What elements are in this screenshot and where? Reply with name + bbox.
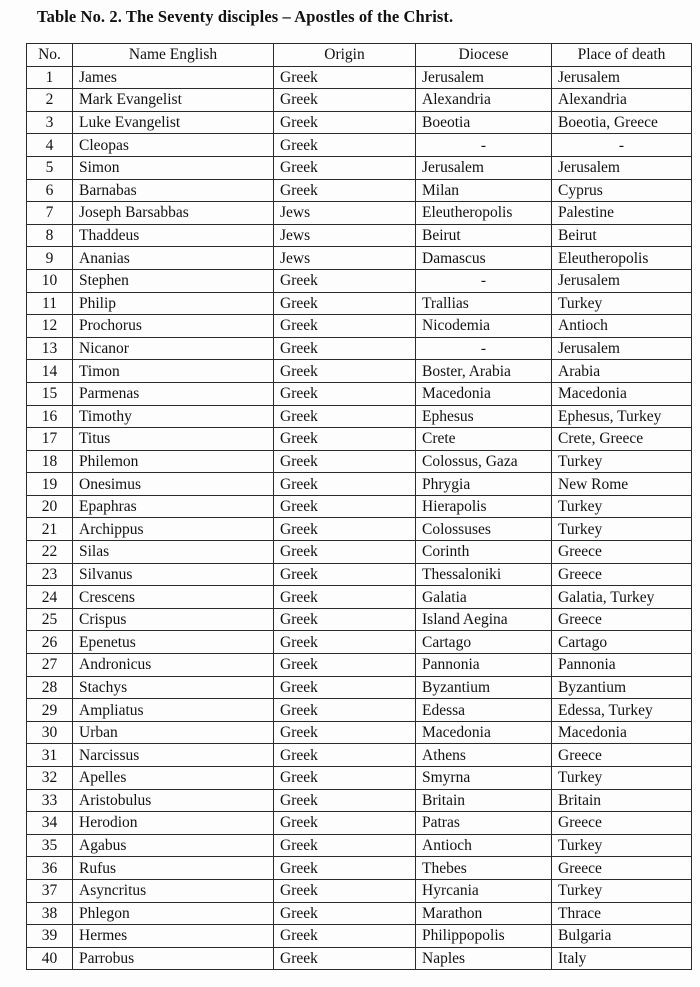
cell-origin: Greek: [274, 269, 416, 292]
table-row: [27, 631, 692, 654]
cell-origin: Greek: [274, 541, 416, 564]
cell-place-of-death: Crete, Greece: [552, 428, 692, 451]
cell-diocese: Hyrcania: [416, 879, 552, 902]
cell-name-english: Narcissus: [73, 744, 274, 767]
cell-origin: Greek: [274, 767, 416, 790]
table-header: [27, 44, 692, 67]
cell-no: 27: [27, 654, 73, 677]
cell-diocese: Cartago: [416, 631, 552, 654]
cell-origin: Greek: [274, 292, 416, 315]
cell-place-of-death: Turkey: [552, 450, 692, 473]
disciples-table: [26, 43, 692, 970]
cell-place-of-death: Byzantium: [552, 676, 692, 699]
cell-place-of-death: Pannonia: [552, 654, 692, 677]
cell-name-english: Stephen: [73, 269, 274, 292]
table-row: [27, 428, 692, 451]
table-row: [27, 563, 692, 586]
cell-name-english: Titus: [73, 428, 274, 451]
cell-place-of-death: Greece: [552, 541, 692, 564]
cell-origin: Greek: [274, 744, 416, 767]
cell-name-english: Urban: [73, 721, 274, 744]
cell-place-of-death: Alexandria: [552, 89, 692, 112]
cell-name-english: Simon: [73, 156, 274, 179]
cell-origin: Greek: [274, 382, 416, 405]
cell-place-of-death: Edessa, Turkey: [552, 699, 692, 722]
cell-no: 11: [27, 292, 73, 315]
cell-origin: Greek: [274, 631, 416, 654]
table-row: [27, 699, 692, 722]
cell-no: 4: [27, 134, 73, 157]
table-row: [27, 134, 692, 157]
cell-place-of-death: Antioch: [552, 315, 692, 338]
cell-name-english: James: [73, 66, 274, 89]
cell-origin: Greek: [274, 902, 416, 925]
cell-origin: Greek: [274, 134, 416, 157]
cell-place-of-death: Britain: [552, 789, 692, 812]
cell-diocese: Boeotia: [416, 111, 552, 134]
cell-name-english: Asyncritus: [73, 879, 274, 902]
cell-origin: Greek: [274, 156, 416, 179]
table-title: Table No. 2. The Seventy disciples – Apostles of the Christ.: [37, 7, 454, 26]
table-row: [27, 721, 692, 744]
table-row: [27, 224, 692, 247]
cell-origin: Greek: [274, 654, 416, 677]
cell-place-of-death: Italy: [552, 947, 692, 970]
cell-diocese: Nicodemia: [416, 315, 552, 338]
cell-diocese: Macedonia: [416, 382, 552, 405]
cell-no: 9: [27, 247, 73, 270]
cell-name-english: Agabus: [73, 834, 274, 857]
cell-name-english: Hermes: [73, 925, 274, 948]
cell-place-of-death: New Rome: [552, 473, 692, 496]
cell-origin: Greek: [274, 495, 416, 518]
cell-origin: Greek: [274, 586, 416, 609]
cell-origin: Greek: [274, 89, 416, 112]
table-row: [27, 337, 692, 360]
cell-name-english: Ampliatus: [73, 699, 274, 722]
cell-no: 15: [27, 382, 73, 405]
cell-origin: Greek: [274, 428, 416, 451]
table-row: [27, 518, 692, 541]
cell-origin: Greek: [274, 563, 416, 586]
cell-diocese: Pannonia: [416, 654, 552, 677]
cell-origin: Greek: [274, 834, 416, 857]
cell-no: 26: [27, 631, 73, 654]
cell-place-of-death: Turkey: [552, 518, 692, 541]
cell-no: 25: [27, 608, 73, 631]
cell-diocese: Hierapolis: [416, 495, 552, 518]
cell-name-english: Silas: [73, 541, 274, 564]
cell-origin: Greek: [274, 608, 416, 631]
cell-place-of-death: Jerusalem: [552, 269, 692, 292]
cell-no: 34: [27, 812, 73, 835]
cell-diocese: -: [416, 269, 552, 292]
cell-name-english: Andronicus: [73, 654, 274, 677]
header-origin: Origin: [274, 44, 416, 67]
cell-place-of-death: Cartago: [552, 631, 692, 654]
cell-place-of-death: Greece: [552, 744, 692, 767]
cell-no: 32: [27, 767, 73, 790]
cell-name-english: Timothy: [73, 405, 274, 428]
cell-diocese: Phrygia: [416, 473, 552, 496]
table-row: [27, 586, 692, 609]
cell-name-english: Aristobulus: [73, 789, 274, 812]
cell-name-english: Phlegon: [73, 902, 274, 925]
cell-place-of-death: Greece: [552, 812, 692, 835]
cell-origin: Greek: [274, 947, 416, 970]
cell-no: 12: [27, 315, 73, 338]
cell-origin: Greek: [274, 721, 416, 744]
table-row: [27, 902, 692, 925]
cell-origin: Greek: [274, 66, 416, 89]
cell-name-english: Crispus: [73, 608, 274, 631]
cell-place-of-death: -: [552, 134, 692, 157]
cell-origin: Jews: [274, 202, 416, 225]
cell-place-of-death: Greece: [552, 857, 692, 880]
cell-place-of-death: Jerusalem: [552, 66, 692, 89]
cell-origin: Greek: [274, 925, 416, 948]
table-row: [27, 495, 692, 518]
cell-no: 14: [27, 360, 73, 383]
cell-diocese: Patras: [416, 812, 552, 835]
cell-origin: Greek: [274, 337, 416, 360]
cell-origin: Greek: [274, 179, 416, 202]
cell-diocese: Colossus, Gaza: [416, 450, 552, 473]
cell-origin: Greek: [274, 473, 416, 496]
cell-place-of-death: Ephesus, Turkey: [552, 405, 692, 428]
cell-diocese: Beirut: [416, 224, 552, 247]
cell-name-english: Joseph Barsabbas: [73, 202, 274, 225]
table-row: [27, 834, 692, 857]
cell-place-of-death: Turkey: [552, 495, 692, 518]
cell-diocese: Britain: [416, 789, 552, 812]
table-row: [27, 925, 692, 948]
cell-place-of-death: Turkey: [552, 292, 692, 315]
cell-name-english: Archippus: [73, 518, 274, 541]
cell-origin: Greek: [274, 879, 416, 902]
cell-origin: Greek: [274, 699, 416, 722]
table-row: [27, 541, 692, 564]
cell-origin: Greek: [274, 518, 416, 541]
cell-diocese: Jerusalem: [416, 66, 552, 89]
table-row: [27, 676, 692, 699]
table-row: [27, 789, 692, 812]
cell-no: 37: [27, 879, 73, 902]
cell-place-of-death: Turkey: [552, 767, 692, 790]
cell-diocese: Antioch: [416, 834, 552, 857]
cell-diocese: Trallias: [416, 292, 552, 315]
cell-origin: Jews: [274, 247, 416, 270]
cell-place-of-death: Jerusalem: [552, 156, 692, 179]
cell-diocese: Milan: [416, 179, 552, 202]
table-row: [27, 382, 692, 405]
cell-no: 35: [27, 834, 73, 857]
cell-no: 3: [27, 111, 73, 134]
cell-diocese: Jerusalem: [416, 156, 552, 179]
table-row: [27, 767, 692, 790]
cell-no: 40: [27, 947, 73, 970]
cell-diocese: Alexandria: [416, 89, 552, 112]
table-row: [27, 744, 692, 767]
cell-diocese: -: [416, 134, 552, 157]
table-row: [27, 315, 692, 338]
cell-diocese: Boster, Arabia: [416, 360, 552, 383]
cell-no: 29: [27, 699, 73, 722]
cell-no: 19: [27, 473, 73, 496]
cell-origin: Greek: [274, 405, 416, 428]
table-row: [27, 269, 692, 292]
table-row: [27, 857, 692, 880]
table-row: [27, 450, 692, 473]
cell-no: 33: [27, 789, 73, 812]
cell-place-of-death: Turkey: [552, 834, 692, 857]
header-name-english: Name English: [73, 44, 274, 67]
cell-place-of-death: Macedonia: [552, 721, 692, 744]
header-row: [27, 44, 692, 67]
cell-name-english: Apelles: [73, 767, 274, 790]
table-row: [27, 473, 692, 496]
cell-no: 36: [27, 857, 73, 880]
cell-diocese: Byzantium: [416, 676, 552, 699]
cell-no: 5: [27, 156, 73, 179]
cell-origin: Greek: [274, 857, 416, 880]
cell-diocese: Athens: [416, 744, 552, 767]
table-row: [27, 405, 692, 428]
table-row: [27, 360, 692, 383]
cell-no: 21: [27, 518, 73, 541]
cell-name-english: Epaphras: [73, 495, 274, 518]
cell-place-of-death: Eleutheropolis: [552, 247, 692, 270]
cell-no: 6: [27, 179, 73, 202]
cell-diocese: Macedonia: [416, 721, 552, 744]
cell-diocese: -: [416, 337, 552, 360]
cell-diocese: Naples: [416, 947, 552, 970]
cell-no: 30: [27, 721, 73, 744]
cell-diocese: Crete: [416, 428, 552, 451]
cell-name-english: Ananias: [73, 247, 274, 270]
cell-no: 18: [27, 450, 73, 473]
cell-diocese: Corinth: [416, 541, 552, 564]
table-row: [27, 202, 692, 225]
cell-no: 24: [27, 586, 73, 609]
cell-place-of-death: Greece: [552, 608, 692, 631]
cell-place-of-death: Macedonia: [552, 382, 692, 405]
cell-no: 22: [27, 541, 73, 564]
cell-no: 20: [27, 495, 73, 518]
cell-name-english: Stachys: [73, 676, 274, 699]
cell-name-english: Rufus: [73, 857, 274, 880]
cell-place-of-death: Jerusalem: [552, 337, 692, 360]
cell-diocese: Thessaloniki: [416, 563, 552, 586]
cell-diocese: Edessa: [416, 699, 552, 722]
cell-diocese: Eleutheropolis: [416, 202, 552, 225]
cell-no: 8: [27, 224, 73, 247]
table-row: [27, 247, 692, 270]
cell-name-english: Barnabas: [73, 179, 274, 202]
cell-origin: Greek: [274, 676, 416, 699]
cell-no: 28: [27, 676, 73, 699]
cell-no: 23: [27, 563, 73, 586]
cell-no: 16: [27, 405, 73, 428]
cell-diocese: Smyrna: [416, 767, 552, 790]
cell-diocese: Ephesus: [416, 405, 552, 428]
cell-place-of-death: Beirut: [552, 224, 692, 247]
cell-no: 2: [27, 89, 73, 112]
cell-place-of-death: Galatia, Turkey: [552, 586, 692, 609]
table-row: [27, 947, 692, 970]
cell-name-english: Onesimus: [73, 473, 274, 496]
cell-origin: Greek: [274, 812, 416, 835]
table-row: [27, 156, 692, 179]
cell-name-english: Crescens: [73, 586, 274, 609]
cell-name-english: Parrobus: [73, 947, 274, 970]
cell-origin: Greek: [274, 111, 416, 134]
table-row: [27, 66, 692, 89]
cell-place-of-death: Arabia: [552, 360, 692, 383]
cell-origin: Greek: [274, 450, 416, 473]
cell-diocese: Colossuses: [416, 518, 552, 541]
header-diocese: Diocese: [416, 44, 552, 67]
table-row: [27, 812, 692, 835]
cell-no: 17: [27, 428, 73, 451]
cell-name-english: Philemon: [73, 450, 274, 473]
cell-no: 1: [27, 66, 73, 89]
cell-name-english: Mark Evangelist: [73, 89, 274, 112]
cell-name-english: Silvanus: [73, 563, 274, 586]
cell-place-of-death: Boeotia, Greece: [552, 111, 692, 134]
cell-name-english: Timon: [73, 360, 274, 383]
cell-diocese: Marathon: [416, 902, 552, 925]
cell-name-english: Thaddeus: [73, 224, 274, 247]
cell-no: 13: [27, 337, 73, 360]
cell-origin: Greek: [274, 360, 416, 383]
table-row: [27, 179, 692, 202]
cell-name-english: Parmenas: [73, 382, 274, 405]
cell-place-of-death: Thrace: [552, 902, 692, 925]
cell-place-of-death: Turkey: [552, 879, 692, 902]
cell-no: 39: [27, 925, 73, 948]
header-no: No.: [27, 44, 73, 67]
cell-diocese: Island Aegina: [416, 608, 552, 631]
table-row: [27, 879, 692, 902]
cell-diocese: Philippopolis: [416, 925, 552, 948]
cell-no: 38: [27, 902, 73, 925]
cell-diocese: Thebes: [416, 857, 552, 880]
cell-origin: Jews: [274, 224, 416, 247]
cell-place-of-death: Greece: [552, 563, 692, 586]
cell-diocese: Damascus: [416, 247, 552, 270]
cell-no: 10: [27, 269, 73, 292]
cell-place-of-death: Cyprus: [552, 179, 692, 202]
cell-name-english: Herodion: [73, 812, 274, 835]
cell-name-english: Philip: [73, 292, 274, 315]
table-row: [27, 654, 692, 677]
cell-name-english: Nicanor: [73, 337, 274, 360]
table-row: [27, 89, 692, 112]
cell-place-of-death: Bulgaria: [552, 925, 692, 948]
cell-name-english: Cleopas: [73, 134, 274, 157]
cell-no: 31: [27, 744, 73, 767]
cell-origin: Greek: [274, 789, 416, 812]
cell-name-english: Epenetus: [73, 631, 274, 654]
cell-name-english: Prochorus: [73, 315, 274, 338]
table-row: [27, 111, 692, 134]
table-row: [27, 292, 692, 315]
cell-name-english: Luke Evangelist: [73, 111, 274, 134]
header-place-of-death: Place of death: [552, 44, 692, 67]
table-row: [27, 608, 692, 631]
cell-diocese: Galatia: [416, 586, 552, 609]
table-body: [27, 66, 692, 970]
cell-no: 7: [27, 202, 73, 225]
cell-place-of-death: Palestine: [552, 202, 692, 225]
cell-origin: Greek: [274, 315, 416, 338]
